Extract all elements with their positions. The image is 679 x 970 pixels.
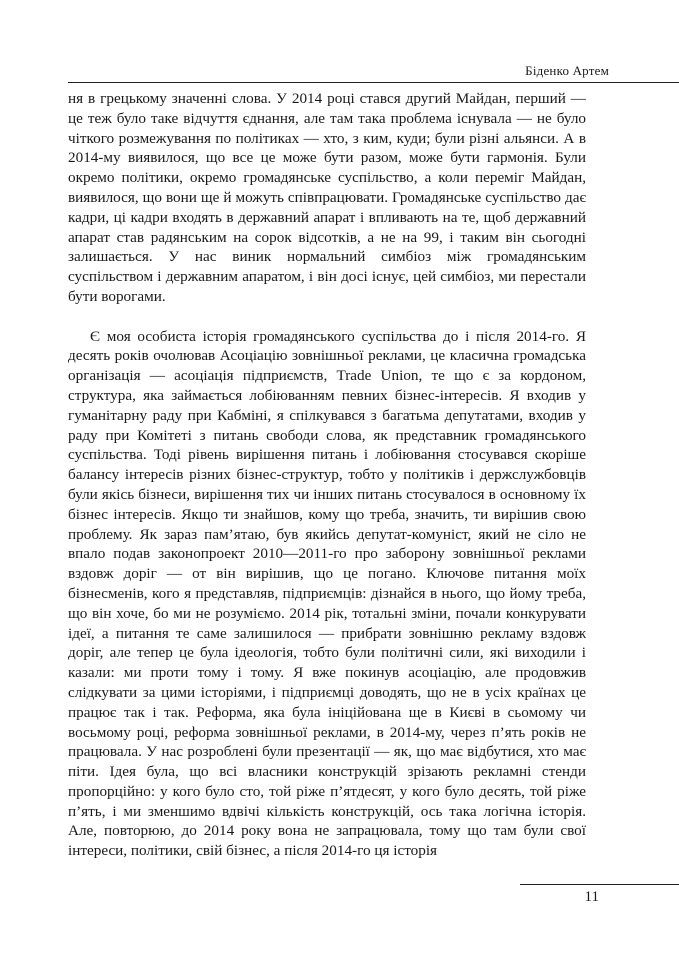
paragraph-1: ня в грецькому значенні слова. У 2014 році стався другий Майдан, перший — це теж було таке відчуття єднання, але там така проблема існувала — не було чіткого розмежування по політиках — хто, з ким, куди; були різні альянси. А в 2014-му виявилося, що все це може бути разом, може бути гармонія. Були окремо політики, окремо громадянське суспільство, а коли переміг Майдан, виявилося, що вони ще й можуть співпрацювати. Громадянське суспільство дає кадри, ці кадри входять в державний апарат і впливають на те, щоб державний апарат став радянським на сорок відсотків, а не на 99, і таким він сьогодні залишається. У нас виник нормальний симбіоз між громадянським суспільством і державним апаратом, і він досі існує, цей симбіоз, ми перестали бути ворогами.	[68, 90, 586, 305]
header-rule	[68, 82, 679, 83]
paragraph-2: Є моя особиста історія громадянського суспільства до і після 2014-го. Я десять років очолював Асоціацію зовнішньої реклами, це класична громадська організація — асоціація підприємств, Trade Union, те що є за кордоном, структура, яка займається лобіюванням певних бізнес-інтересів. Я входив у гуманітарну раду при Кабміні, я спілкувався з багатьма депутатами, входив у раду при Комітеті з питань свободи слова, як представник громадянського суспільства. Тоді рівень вирішення питань і лобіювання стосувався скоріше балансу інтересів різних бізнес-структур, тобто у політиків і держслужбовців були якісь бізнеси, вирішення тих чи інших питань стосувалося в основному їх бізнес інтересів. Якщо ти знайшов, кому що треба, значить, ти вирішив свою проблему. Як зараз пам’ятаю, був якийсь депутат-комуніст, який не сіло не впало подав законопроект 2010—2011-го про заборону зовнішньої реклами вздовж доріг — от він вирішив, що це погано. Ключове питання моїх бізнесменів, кого я представляв, підприємців: дізнайся в нього, що йому треба, що він хоче, бо ми не розуміємо. 2014 рік, тотальні зміни, почали конкурувати ідеї, а питання те саме залишилося — прибрати зовнішню рекламу вздовж доріг, але тепер це була ідеологія, тобто були політичні сили, які виходили і казали: ми проти тому і тому. Я вже покинув асоціацію, але продовжив слідкувати за цими історіями, і підприємці доводять, що не в усіх країнах це працює так і так. Реформа, яка була ініційована ще в Києві в сьомому чи восьмому році, реформа зовнішньої реклами, в 2014-му, через п’ять років не працювала. У нас розроблені були презентації — як, що має відбутися, хто має піти. Ідея була, що всі власники конструкцій зрізають рекламні стенди пропорційно: у кого було сто, той ріже п’ятдесят, у кого було десять, той ріже п’ять, і ми зменшимо вдвічі кількість конструкцій, ось така логічна історія. Але, повторюю, до 2014 року вона не запрацювала, тому що там були свої інтереси, політики, свій бізнес, а після 2014-го ця історія	[68, 327, 586, 860]
footer-rule	[520, 884, 679, 885]
running-head-author: Біденко Артем	[525, 63, 609, 78]
body-text	[68, 89, 586, 861]
page-number: 11	[584, 889, 599, 905]
